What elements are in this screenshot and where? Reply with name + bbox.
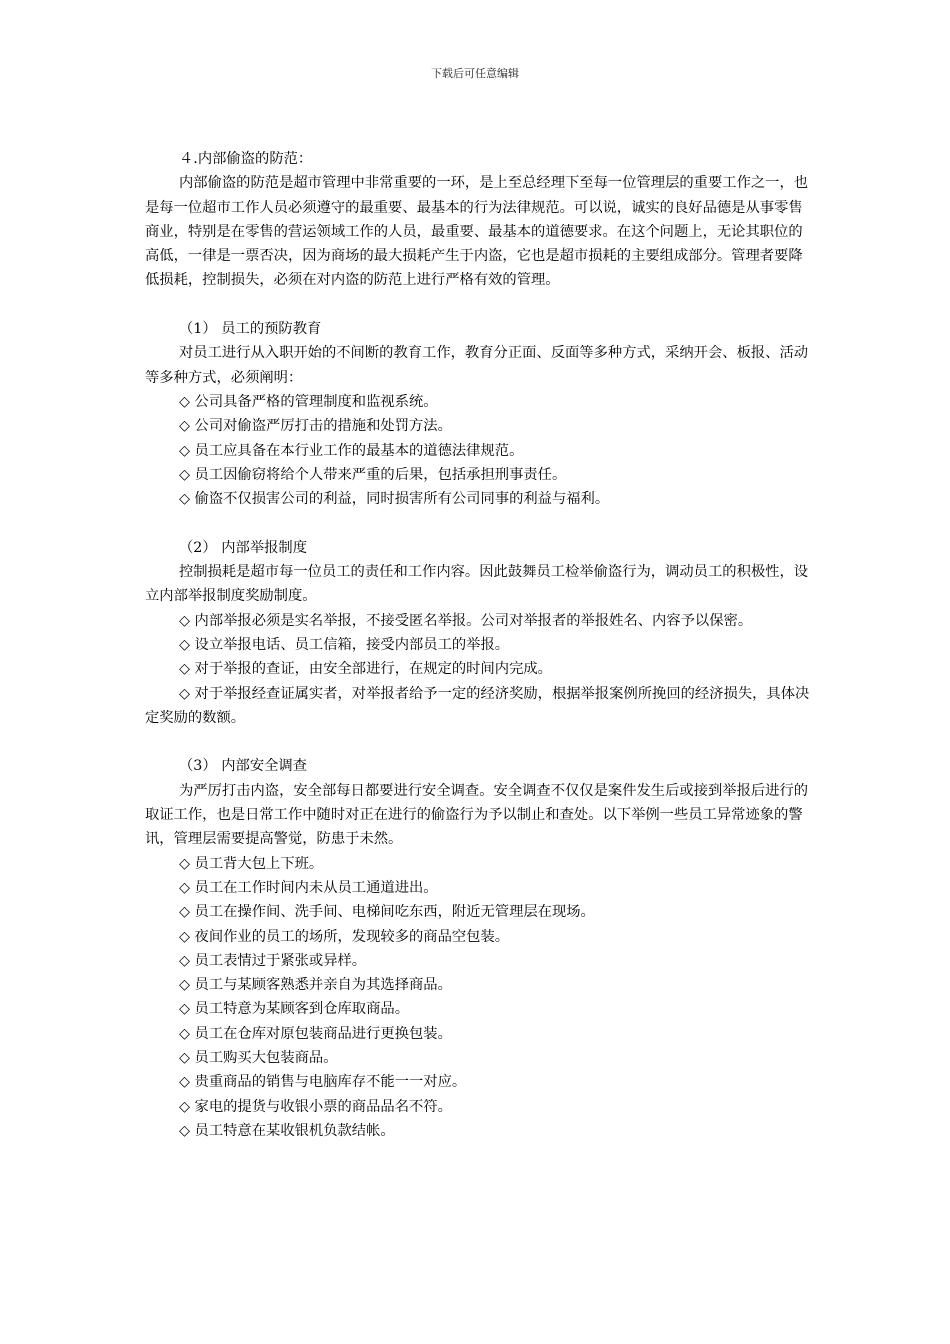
spacer <box>145 730 810 754</box>
bullet-item: ◇ 家电的提货与收银小票的商品品名不符。 <box>179 1098 452 1115</box>
spacer <box>145 511 810 535</box>
section-1-heading: （1） 员工的预防教育 <box>179 321 322 338</box>
page-header: 下载后可任意编辑 <box>431 67 519 80</box>
bullet-item: ◇ 员工在操作间、洗手间、电梯间吃东西，附近无管理层在现场。 <box>179 904 595 921</box>
bullet-item: ◇ 员工背大包上下班。 <box>179 855 324 872</box>
bullet-item: ◇ 对于举报的查证，由安全部进行，在规定的时间内完成。 <box>179 661 552 678</box>
bullet-item: ◇ 员工在工作时间内未从员工通道进出。 <box>179 879 438 896</box>
section-title: ４.内部偷盗的防范： <box>179 151 313 167</box>
bullet-item: ◇ 对于举报经查证属实者，对举报者给予一定的经济奖励，根据举报案例所挽回的经济损失，具体决定奖励的数额。 <box>145 685 810 726</box>
bullet-item: ◇ 员工应具备在本行业工作的最基本的道德法律规范。 <box>179 442 524 459</box>
bullet-item: ◇ 公司具备严格的管理制度和监视系统。 <box>179 393 438 410</box>
section-2-heading: （2） 内部举报制度 <box>179 539 308 556</box>
intro-paragraph: 内部偷盗的防范是超市管理中非常重要的一环，是上至总经理下至每一位管理层的重要工作之一，也是每一位超市工作人员必须遵守的最重要、最基本的行为法律规范。可以说，诚实的良好品德是从事零售商业，特别是在零售的营运领域工作的人员，最重要、最基本的道德要求。在这个问题上，无论其职位的高低，一律是一票否决，因为商场的最大损耗产生于内盗，它也是超市损耗的主要组成部分。管理者要降低损耗，控制损失，必须在对内盗的防范上进行严格有效的管理。 <box>145 175 809 289</box>
bullet-item: ◇ 员工表情过于紧张或异样。 <box>179 952 367 969</box>
bullet-item: ◇ 员工特意为某顾客到仓库取商品。 <box>179 1001 409 1018</box>
bullet-item: ◇ 偷盗不仅损害公司的利益，同时损害所有公司同事的利益与福利。 <box>179 491 610 508</box>
section-3-text: 为严厉打击内盗，安全部每日都要进行安全调查。安全调查不仅仅是案件发生后或接到举报后进行的取证工作，也是日常工作中随时对正在进行的偷盗行为予以制止和查处。以下举例一些员工异常迹象的警讯，管理层需要提高警觉，防患于未然。 <box>145 782 809 848</box>
document-body <box>145 147 810 1143</box>
bullet-item: ◇ 员工与某顾客熟悉并亲自为其选择商品。 <box>179 977 452 994</box>
bullet-item: ◇ 公司对偷盗严厉打击的措施和处罚方法。 <box>179 418 452 435</box>
section-3-heading: （3） 内部安全调查 <box>179 758 308 775</box>
bullet-item: ◇ 贵重商品的销售与电脑库存不能一一对应。 <box>179 1074 467 1091</box>
bullet-item: ◇ 员工在仓库对原包装商品进行更换包装。 <box>179 1025 452 1042</box>
bullet-item: ◇ 员工因偷窃将给个人带来严重的后果，包括承担刑事责任。 <box>179 466 567 483</box>
bullet-item: ◇ 员工购买大包装商品。 <box>179 1049 338 1066</box>
bullet-item: ◇ 夜间作业的员工的场所，发现较多的商品空包装。 <box>179 928 510 945</box>
bullet-item: ◇ 内部举报必须是实名举报，不接受匿名举报。公司对举报者的举报姓名、内容予以保密。 <box>179 612 753 629</box>
bullet-item: ◇ 员工特意在某收银机负款结帐。 <box>179 1122 395 1139</box>
section-1-text: 对员工进行从入职开始的不间断的教育工作，教育分正面、反面等多种方式，采纳开会、板报、活动等多种方式，必须阐明： <box>145 345 809 386</box>
section-2-text: 控制损耗是超市每一位员工的责任和工作内容。因此鼓舞员工检举偷盗行为，调动员工的积极性，设立内部举报制度奖励制度。 <box>145 564 809 605</box>
bullet-item: ◇ 设立举报电话、员工信箱，接受内部员工的举报。 <box>179 636 510 653</box>
spacer <box>145 293 810 317</box>
